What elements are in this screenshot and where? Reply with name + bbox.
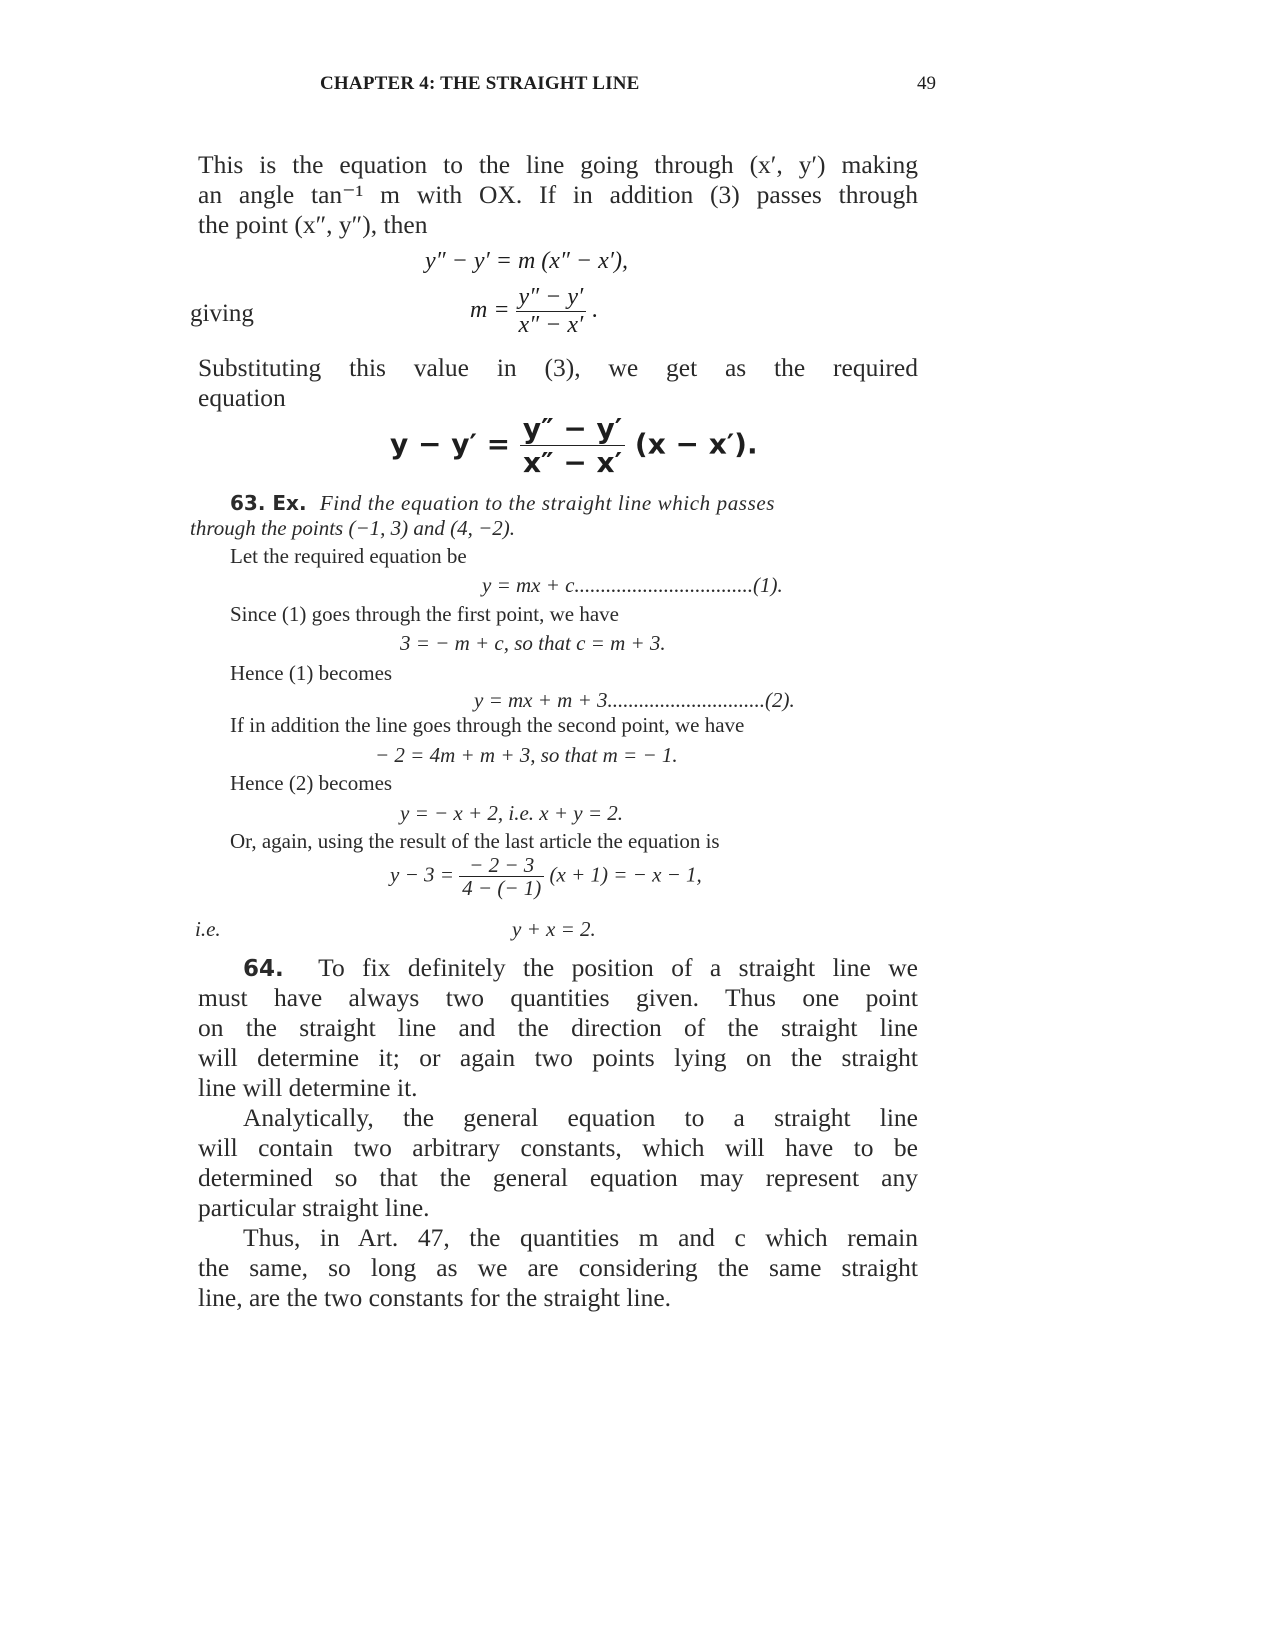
check-lhs: y − 3 =	[390, 862, 454, 887]
equation-two-point-check	[390, 854, 702, 899]
substituting-paragraph	[198, 353, 918, 413]
since-line: Since (1) goes through the first point, we have	[230, 602, 619, 626]
equation-m: − 2 = 4m + m + 3, so that m = − 1.	[375, 743, 678, 767]
slope-lhs: m =	[470, 297, 510, 324]
two-point-rhs: (x − x′).	[634, 427, 758, 461]
check-denominator: 4 − (− 1)	[462, 876, 542, 900]
equation-result: y = − x + 2, i.e. x + y = 2.	[400, 801, 624, 825]
thus-line-1: Thus, in Art. 47, the quantities m and c which remain	[243, 1223, 918, 1252]
equation-two-point-form	[390, 412, 758, 479]
check-fraction	[459, 854, 544, 899]
analytic-line-4: particular straight line.	[198, 1193, 430, 1222]
check-numerator: − 2 − 3	[459, 854, 544, 877]
subst-line-1: Substituting this value in (3), we get as the required	[198, 353, 918, 382]
if-addition-line: If in addition the line goes through the second point, we have	[230, 713, 745, 737]
analytic-line-2: will contain two arbitrary constants, which will have to be	[198, 1133, 918, 1162]
intro-paragraph	[198, 150, 918, 240]
slope-end: .	[592, 297, 599, 324]
analytic-paragraph	[198, 1103, 918, 1223]
slope-numerator: y″ − y′	[516, 284, 587, 312]
two-point-denominator: x″ − x′	[523, 446, 622, 479]
example-label: 63. Ex.	[230, 491, 307, 515]
art64-line-4: will determine it; or again two points lying on the straight	[198, 1043, 918, 1072]
ie-label: i.e.	[195, 917, 221, 941]
hence-2-line: Hence (2) becomes	[230, 771, 393, 795]
two-point-lhs: y − y′ =	[390, 427, 511, 461]
slope-fraction	[516, 284, 587, 339]
art64-line-5: line will determine it.	[198, 1073, 418, 1102]
two-point-numerator: y″ − y′	[520, 412, 625, 446]
example-text-2: through the points (−1, 3) and (4, −2).	[190, 516, 516, 540]
two-point-fraction	[520, 412, 625, 479]
art64-text-1: To fix definitely the position of a straight line we	[318, 953, 918, 982]
example-text-1: Find the equation to the straight line which passes	[319, 491, 776, 515]
intro-line-1: This is the equation to the line going through (x′, y′) making	[198, 150, 918, 179]
chapter-title: CHAPTER 4: THE STRAIGHT LINE	[320, 73, 640, 94]
giving-label: giving	[190, 300, 254, 327]
thus-line-3: line, are the two constants for the straight line.	[198, 1283, 672, 1312]
or-again-line: Or, again, using the result of the last article the equation is	[230, 829, 720, 853]
equation-final: y + x = 2.	[512, 917, 596, 941]
intro-line-2: an angle tan⁻¹ m with OX. If in addition (3) passes through	[198, 180, 918, 209]
equation-1: y = mx + c..................................(1).	[482, 573, 783, 597]
analytic-line-1: Analytically, the general equation to a straight line	[243, 1103, 918, 1132]
article-64	[198, 953, 918, 1103]
intro-line-3: the point (x″, y″), then	[198, 210, 428, 239]
equation-c: 3 = − m + c, so that c = m + 3.	[400, 631, 666, 655]
art64-line-3: on the straight line and the direction of the straight line	[198, 1013, 918, 1042]
page-number: 49	[917, 73, 936, 94]
analytic-line-3: determined so that the general equation may represent any	[198, 1163, 918, 1192]
art64-line-1	[198, 953, 918, 983]
equation-2: y = mx + m + 3..............................(2).	[474, 688, 795, 712]
slope-denominator: x″ − x′	[518, 312, 584, 338]
subst-line-2: equation	[198, 383, 286, 412]
hence-1-line: Hence (1) becomes	[230, 661, 393, 685]
check-rhs: (x + 1) = − x − 1,	[549, 862, 702, 887]
equation-slope-point: y″ − y′ = m (x″ − x′),	[425, 248, 629, 274]
let-line: Let the required equation be	[230, 544, 467, 568]
thus-paragraph	[198, 1223, 918, 1313]
article-number: 64.	[243, 956, 284, 982]
art64-line-2: must have always two quantities given. Thus one point	[198, 983, 918, 1012]
thus-line-2: the same, so long as we are considering the same straight	[198, 1253, 918, 1282]
equation-slope-fraction	[470, 284, 598, 339]
